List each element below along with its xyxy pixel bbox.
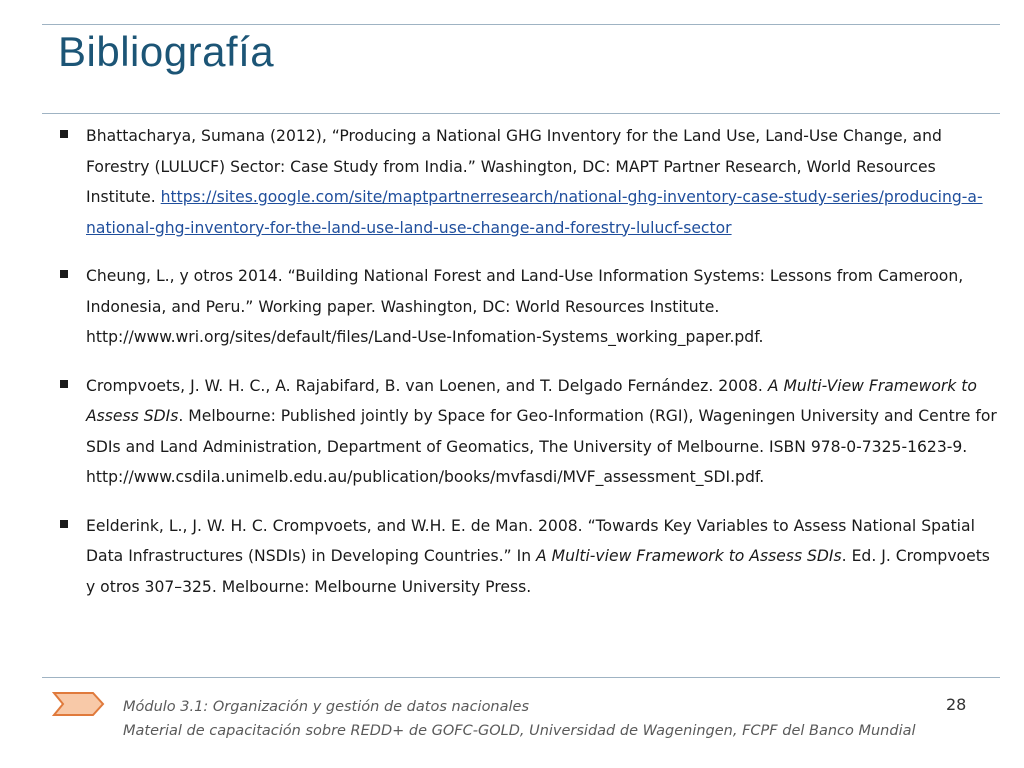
page-number: 28 [946,695,967,714]
reference-text [86,371,998,493]
reference-list [58,121,998,620]
reference-item [58,261,998,353]
reference-body-cont: . Ed. J. Crompvoets y otros 307–325. Melbourne: Melbourne University Press. [86,547,990,596]
reference-italic-title: A Multi-View Framework to Assess SDIs [86,376,977,425]
title-divider [42,113,1000,114]
reference-item [58,121,998,243]
square-bullet-icon [60,270,68,278]
square-bullet-icon [60,520,68,528]
footer-credit: Material de capacitación sobre REDD+ de GOFC-GOLD, Universidad de Wageningen, FCPF del Banco Mundial [123,723,916,739]
top-rule [42,24,1000,25]
reference-italic-title: A Multi-view Framework to Assess SDIs [536,547,842,565]
reference-text [86,511,998,603]
reference-body: Eelderink, L., J. W. H. C. Crompvoets, and W.H. E. de Man. 2008. “Towards Key Variables to Assess National Spatial Data Infrastructures (NSDIs) in Developing Countries.” In [86,516,975,565]
footer [123,695,916,743]
reference-url[interactable]: http://www.wri.org/sites/default/files/Land-Use-Infomation-Systems_working_paper.pdf. [86,328,764,346]
slide-title: Bibliografía [58,28,275,75]
reference-text [86,261,998,353]
chevron-arrow-icon [51,691,105,717]
reference-body: Cheung, L., y otros 2014. “Building National Forest and Land-Use Information Systems: Lessons from Cameroon, Indonesia, and Peru.” Working paper. Washington, DC: World Resources Institute. [86,267,964,316]
reference-link[interactable]: https://sites.google.com/site/maptpartnerresearch/national-ghg-inventory-case-study-series/producing-a-national-ghg-inventory-for-the-land-use-land-use-change-and-forestry-lulucf-sector [86,188,983,237]
footer-rule [42,677,1000,678]
square-bullet-icon [60,130,68,138]
footer-module: Módulo 3.1: Organización y gestión de datos nacionales [123,699,530,715]
reference-body: Bhattacharya, Sumana (2012), “Producing a National GHG Inventory for the Land Use, Land-Use Change, and Forestry (LULUCF) Sector: Case Study from India.” Washington, DC: MAPT Partner Research, World Resources Institute. [86,127,942,206]
reference-url[interactable]: http://www.csdila.unimelb.edu.au/publication/books/mvfasdi/MVF_assessment_SDI.pdf. [86,468,765,486]
reference-body: Crompvoets, J. W. H. C., A. Rajabifard, B. van Loenen, and T. Delgado Fernández. 2008. [86,376,768,395]
reference-item [58,511,998,603]
square-bullet-icon [60,380,68,388]
reference-text [86,121,998,243]
reference-item [58,371,998,493]
reference-body-cont: . Melbourne: Published jointly by Space for Geo-Information (RGI), Wageningen University and Centre for SDIs and Land Administration, Department of Geomatics, The University of Melbourne. ISBN 978-0-7325-1623-9. [86,407,997,456]
